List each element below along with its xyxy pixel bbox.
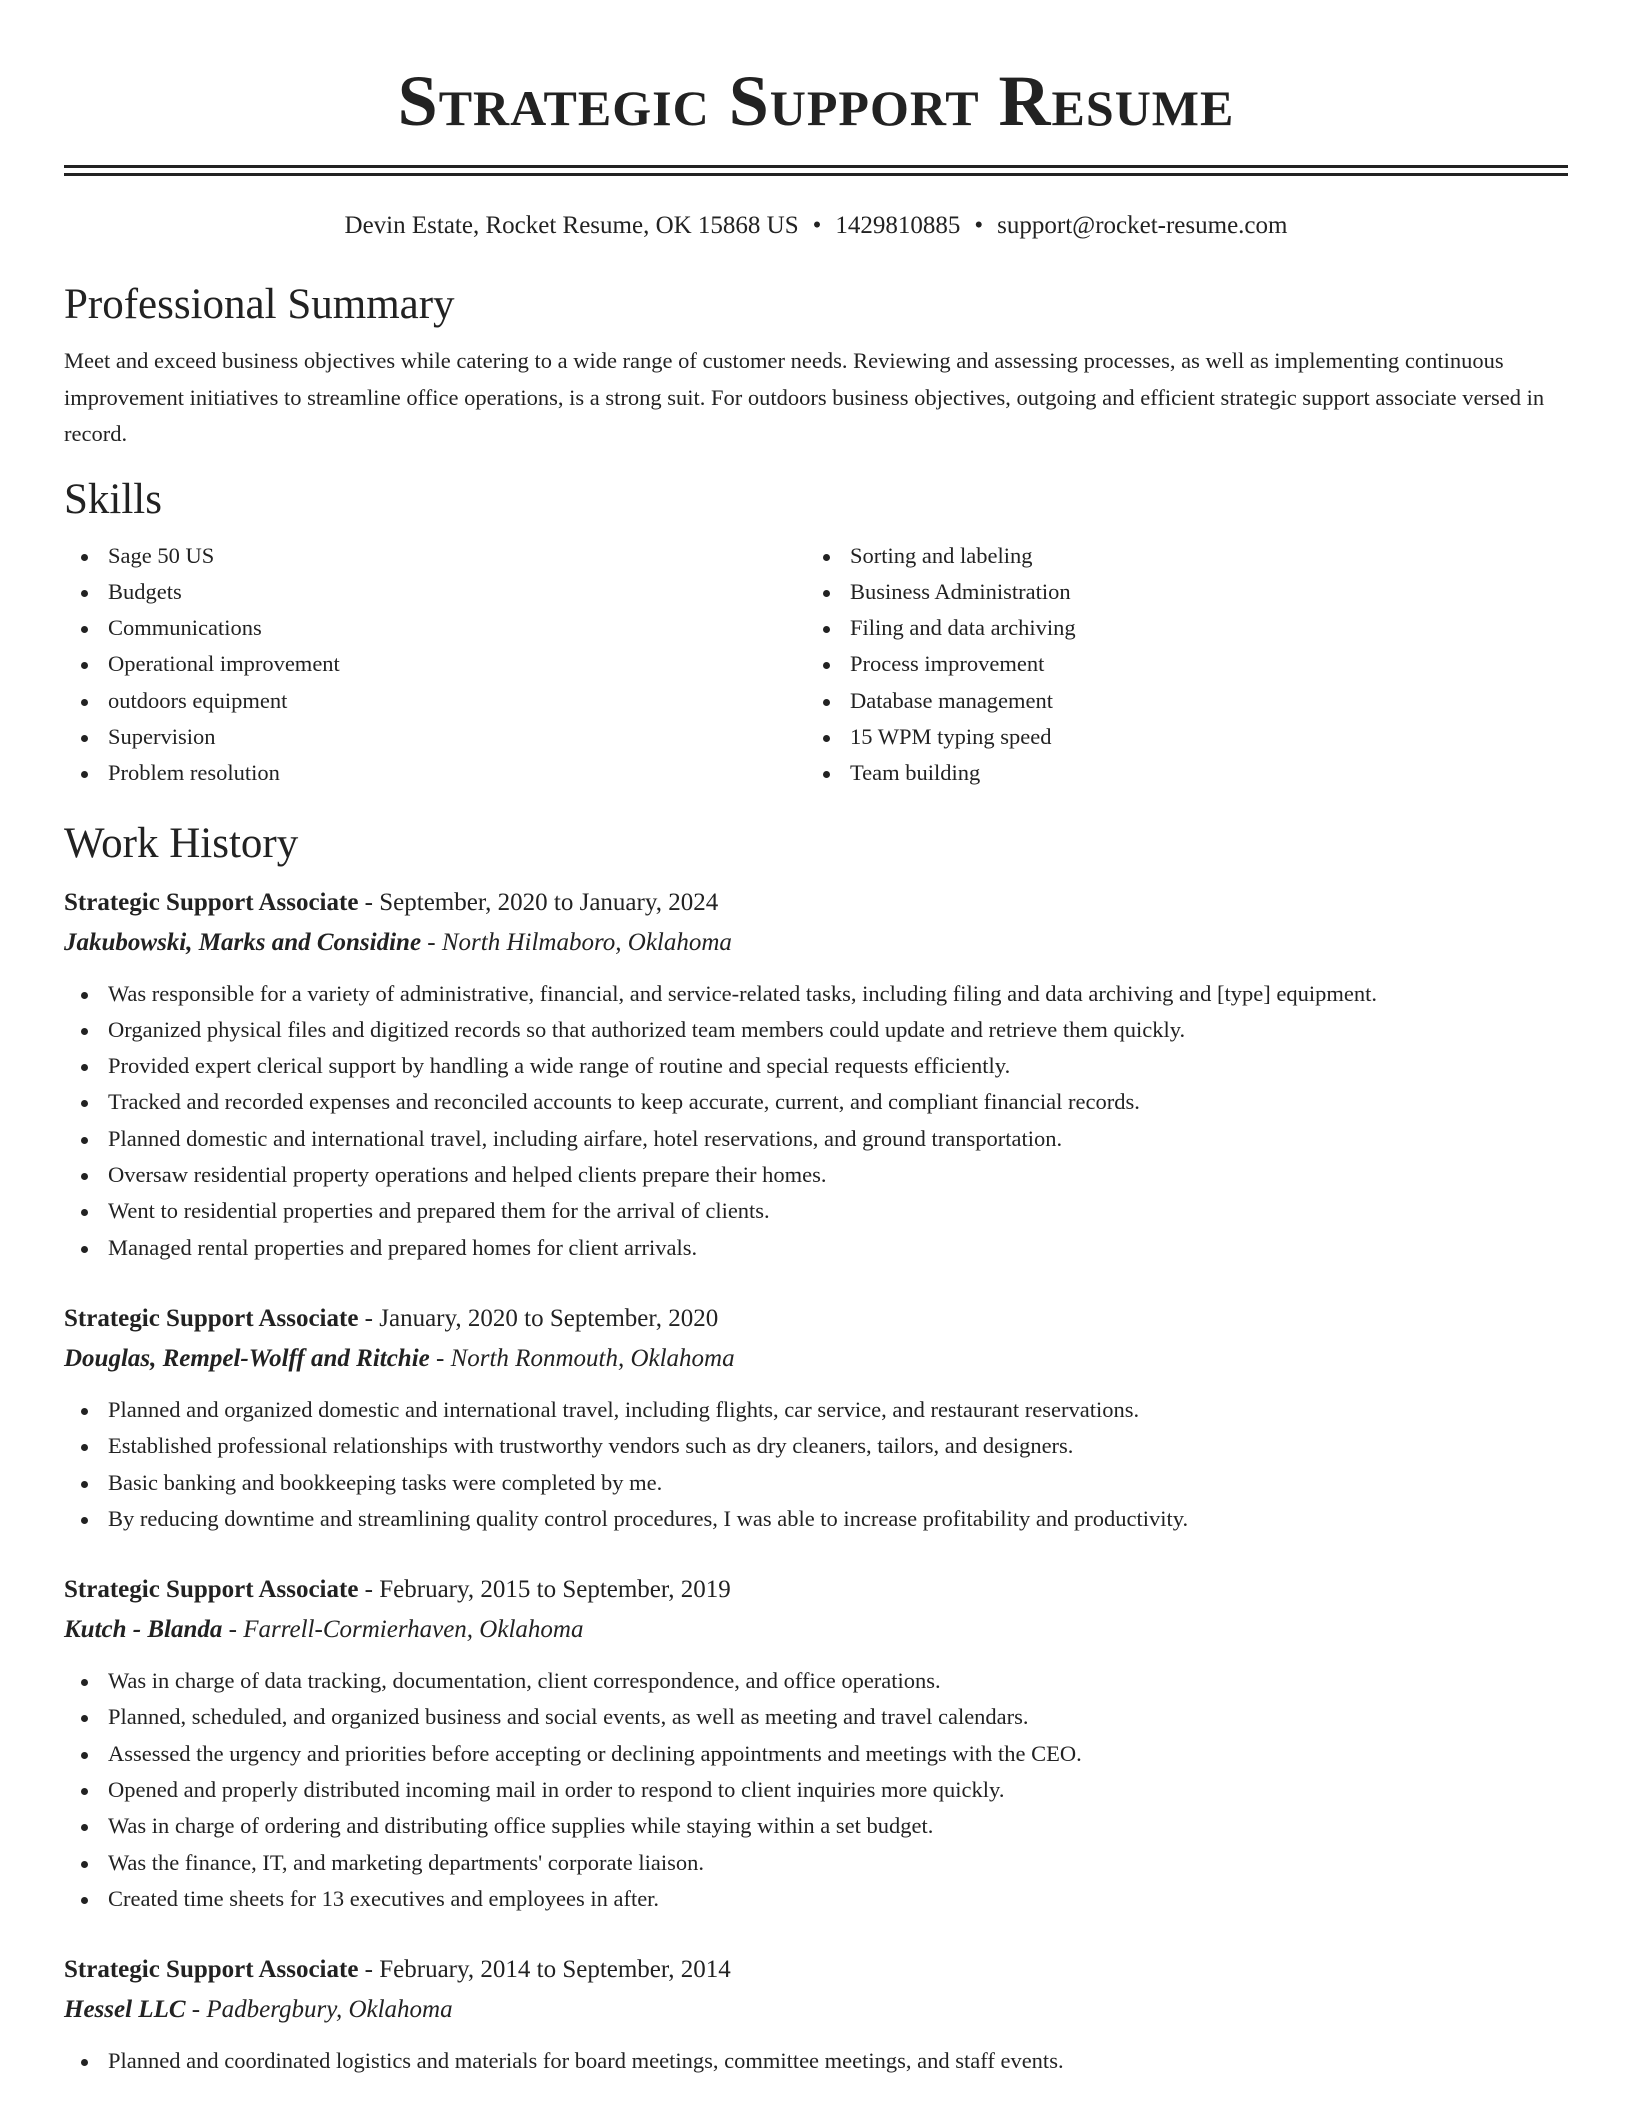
job-company-line	[64, 1339, 1568, 1379]
job-company: Douglas, Rempel-Wolff and Ritchie	[64, 1344, 430, 1372]
skills-grid	[64, 538, 1568, 792]
skill-item: outdoors equipment	[64, 683, 806, 719]
job-company-line	[64, 1610, 1568, 1650]
job-location: Farrell-Cormierhaven, Oklahoma	[243, 1616, 584, 1644]
job-duty-item: Tracked and recorded expenses and reconciled accounts to keep accurate, current, and compliant financial records.	[64, 1084, 1568, 1120]
work-history-heading: Work History	[64, 819, 299, 867]
job-title-line	[64, 1570, 1568, 1610]
job-title-line	[64, 1299, 1568, 1339]
skill-item: Supervision	[64, 719, 806, 755]
job-duty-item: Oversaw residential property operations and helped clients prepare their homes.	[64, 1157, 1568, 1193]
job-entry	[64, 1299, 1568, 1537]
job-duty-item: Established professional relationships with trustworthy vendors such as dry cleaners, tailors, and designers.	[64, 1428, 1568, 1464]
job-company: Kutch - Blanda	[64, 1616, 223, 1644]
job-duty-item: Provided expert clerical support by handling a wide range of routine and special requests efficiently.	[64, 1048, 1568, 1084]
job-role: Strategic Support Associate	[64, 1576, 359, 1604]
job-entry	[64, 1570, 1568, 1917]
job-entry	[64, 1950, 1568, 2079]
job-dash: -	[436, 1344, 445, 1372]
job-dash: -	[427, 928, 436, 956]
job-duties	[64, 1663, 1568, 1917]
job-duty-item: Organized physical files and digitized records so that authorized team members could update and retrieve them quickly.	[64, 1012, 1568, 1048]
skills-column-left	[64, 538, 806, 792]
skill-item: Business Administration	[806, 574, 1548, 610]
job-duties	[64, 2043, 1568, 2079]
skill-item: 15 WPM typing speed	[806, 719, 1548, 755]
job-duty-item: Planned domestic and international travel, including airfare, hotel reservations, and ground transportation.	[64, 1121, 1568, 1157]
skill-item: Sorting and labeling	[806, 538, 1548, 574]
job-duty-item: Assessed the urgency and priorities before accepting or declining appointments and meetings with the CEO.	[64, 1736, 1568, 1772]
contact-address: Devin Estate, Rocket Resume, OK 15868 US	[344, 212, 799, 239]
contact-phone: 1429810885	[835, 212, 961, 239]
job-duty-item: Opened and properly distributed incoming mail in order to respond to client inquiries more quickly.	[64, 1772, 1568, 1808]
job-location: North Hilmaboro, Oklahoma	[441, 928, 732, 956]
skill-item: Team building	[806, 755, 1548, 791]
job-duty-item: Was responsible for a variety of administrative, financial, and service-related tasks, including filing and data archiving and [type] equipment.	[64, 976, 1568, 1012]
job-dash: -	[191, 1996, 201, 2024]
skill-item: Process improvement	[806, 646, 1548, 682]
job-dash: -	[364, 1304, 373, 1332]
job-entry	[64, 883, 1568, 1266]
skill-item: Budgets	[64, 574, 806, 610]
job-dates: February, 2014 to September, 2014	[379, 1956, 731, 1984]
skill-item: Sage 50 US	[64, 538, 806, 574]
summary-text: Meet and exceed business objectives while catering to a wide range of customer needs. Reviewing and assessing processes, as well as implementing continuous improvement initiatives to streamline office operations, is a strong suit. For outdoors business objectives, outgoing and efficient strategic support associate versed in record.	[64, 348, 1545, 446]
job-dash: -	[364, 1576, 373, 1604]
job-title-line	[64, 883, 1568, 923]
job-location: North Ronmouth, Oklahoma	[450, 1344, 735, 1372]
skill-item: Problem resolution	[64, 755, 806, 791]
job-dash: -	[364, 888, 373, 916]
job-duty-item: Planned, scheduled, and organized business and social events, as well as meeting and travel calendars.	[64, 1699, 1568, 1735]
contact-email: support@rocket-resume.com	[997, 212, 1288, 239]
job-dash: -	[364, 1956, 373, 1984]
contact-separator: •	[974, 212, 984, 239]
skills-heading: Skills	[64, 475, 162, 523]
summary-heading: Professional Summary	[64, 281, 455, 328]
job-duties	[64, 976, 1568, 1266]
job-dates: February, 2015 to September, 2019	[379, 1576, 731, 1604]
job-role: Strategic Support Associate	[64, 1304, 359, 1332]
job-duty-item: Was in charge of data tracking, documentation, client correspondence, and office operations.	[64, 1663, 1568, 1699]
contact-separator: •	[812, 212, 822, 239]
job-company: Hessel LLC	[64, 1996, 186, 2024]
job-duty-item: Planned and coordinated logistics and materials for board meetings, committee meetings, and staff events.	[64, 2043, 1568, 2079]
skill-item: Filing and data archiving	[806, 610, 1548, 646]
job-duties	[64, 1392, 1568, 1537]
skill-item: Database management	[806, 683, 1548, 719]
job-duty-item: Was in charge of ordering and distributing office supplies while staying within a set budget.	[64, 1808, 1568, 1844]
job-company-line	[64, 1990, 1568, 2030]
header-divider-thin	[64, 173, 1568, 176]
job-duty-item: Basic banking and bookkeeping tasks were completed by me.	[64, 1465, 1568, 1501]
job-duty-item: Went to residential properties and prepared them for the arrival of clients.	[64, 1193, 1568, 1229]
job-role: Strategic Support Associate	[64, 1956, 359, 1984]
resume-title: Strategic Support Resume	[397, 61, 1235, 141]
job-duty-item: Managed rental properties and prepared homes for client arrivals.	[64, 1230, 1568, 1266]
skill-item: Operational improvement	[64, 646, 806, 682]
job-duty-item: Planned and organized domestic and international travel, including flights, car service, and restaurant reservations.	[64, 1392, 1568, 1428]
skill-item: Communications	[64, 610, 806, 646]
job-duty-item: Was the finance, IT, and marketing departments' corporate liaison.	[64, 1845, 1568, 1881]
job-title-line	[64, 1950, 1568, 1990]
skills-column-right	[806, 538, 1548, 792]
job-company-line	[64, 923, 1568, 963]
job-dash: -	[228, 1616, 237, 1644]
job-duty-item: Created time sheets for 13 executives and employees in after.	[64, 1881, 1568, 1917]
job-dates: January, 2020 to September, 2020	[379, 1304, 719, 1332]
job-dates: September, 2020 to January, 2024	[379, 888, 719, 916]
job-role: Strategic Support Associate	[64, 888, 359, 916]
job-duty-item: By reducing downtime and streamlining quality control procedures, I was able to increase profitability and productivity.	[64, 1501, 1568, 1537]
contact-line	[64, 211, 1568, 241]
job-company: Jakubowski, Marks and Considine	[64, 928, 422, 956]
job-location: Padbergbury, Oklahoma	[206, 1996, 453, 2024]
